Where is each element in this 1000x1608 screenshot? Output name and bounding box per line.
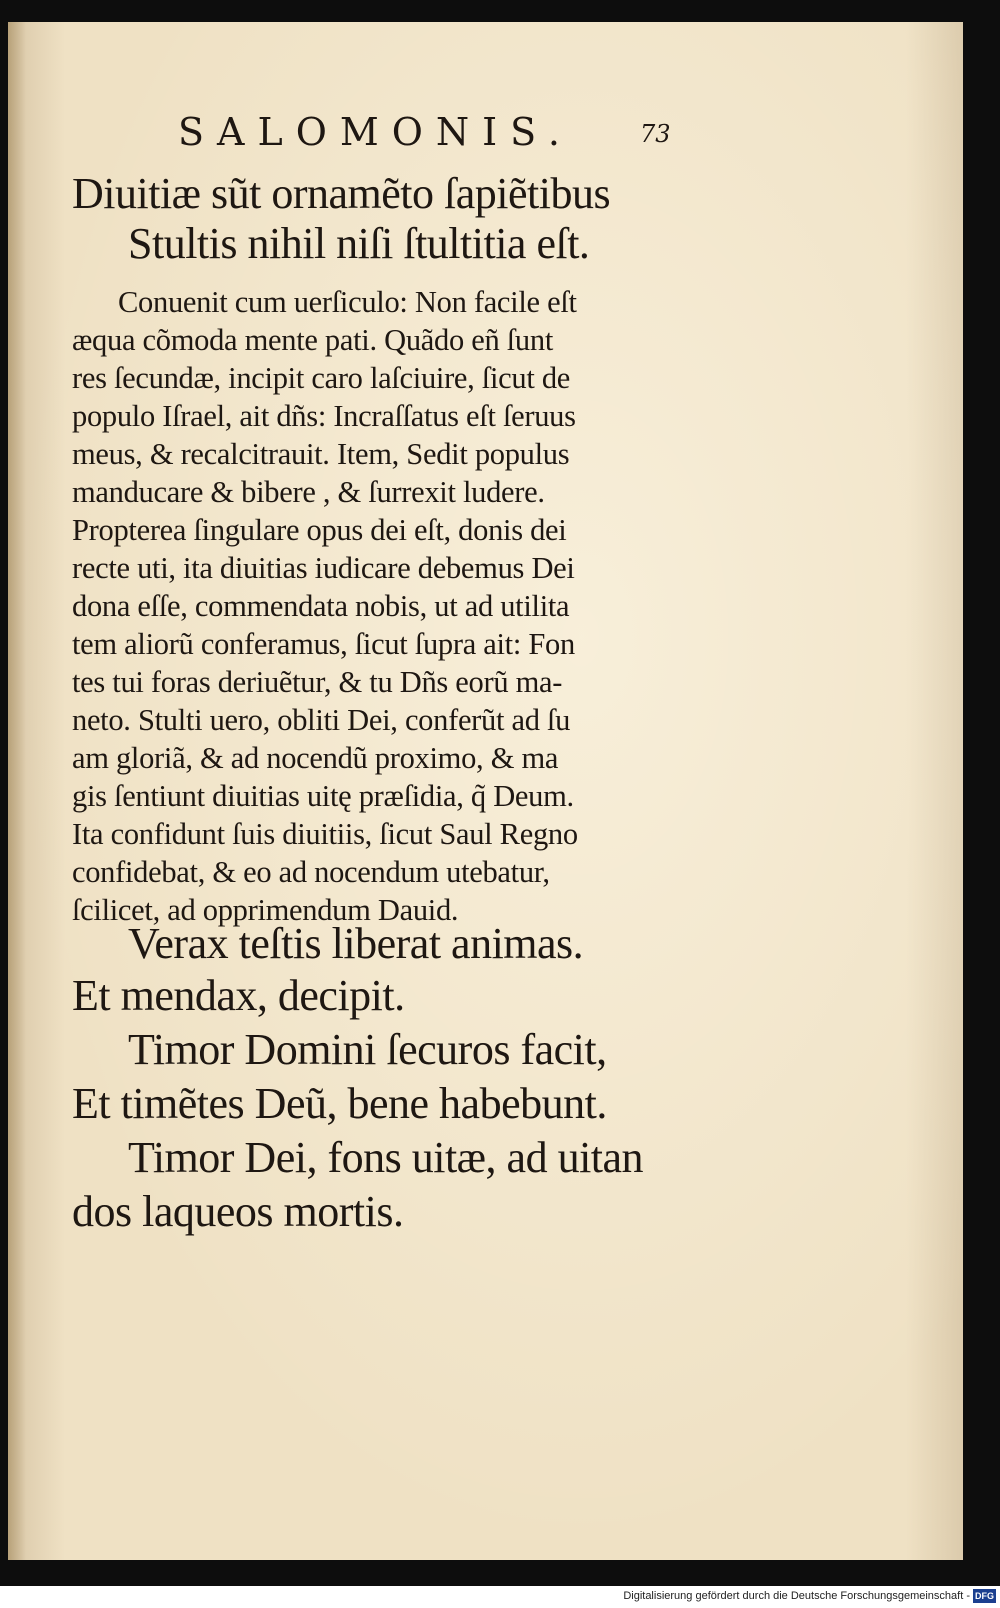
body-text-line: manducare & bibere , & ſurrexit ludere. (72, 475, 545, 509)
verse-line: Verax teſtis liberat animas. (128, 919, 584, 968)
verse-line: Et mendax, decipit. (72, 971, 405, 1020)
verse-line: Timor Dei, fons uitæ, ad uitan (128, 1133, 644, 1182)
body-text-line: confidebat, & eo ad nocendum utebatur, (72, 855, 550, 889)
body-text-line: res ſecundæ, incipit caro laſciuire, ſicut de (72, 361, 571, 395)
verse-line: Et timẽtes Deũ, bene habebunt. (72, 1079, 607, 1128)
body-text-line: meus, & recalcitrauit. Item, Sedit populus (72, 437, 570, 471)
folio-number: 73 (640, 120, 671, 148)
body-text-line: dona eſſe, commendata nobis, ut ad utilita (72, 589, 570, 623)
body-text-line: populo Iſrael, ait dñs: Incraſſatus eſt ſeruus (72, 399, 576, 433)
verse-line: dos laqueos mortis. (72, 1187, 404, 1236)
body-text-line: Conuenit cum uerſiculo: Non facile eſt (118, 285, 577, 319)
body-text-line: tes tui foras deriuẽtur, & tu Dñs eorũ ma- (72, 665, 563, 699)
body-text-line: recte uti, ita diuitias iudicare debemus Dei (72, 551, 575, 585)
body-text-line: gis ſentiunt diuitias uitę præſidia, q̃ Deum. (72, 779, 574, 813)
verse-line: Timor Domini ſecuros facit, (128, 1025, 607, 1074)
body-text-line: Ita confidunt ſuis diuitiis, ſicut Saul Regno (72, 817, 578, 851)
page-gutter-shadow (8, 22, 26, 1560)
footer-credit: Digitalisierung gefördert durch die Deutsche Forschungsgemeinschaft - (623, 1590, 970, 1602)
dfg-logo: DFG (975, 1591, 994, 1601)
verse-line: Diuitiæ sũt ornamẽto ſapiẽtibus (72, 169, 611, 218)
body-text-line: tem aliorũ conferamus, ſicut ſupra ait: Fon (72, 627, 575, 661)
body-text-line: ſcilicet, ad opprimendum Dauid. (72, 893, 459, 927)
body-text-line: am gloriã, & ad nocendũ proximo, & ma (72, 741, 559, 775)
body-text-line: æqua cõmoda mente pati. Quãdo eñ ſunt (72, 323, 554, 357)
body-text-line: neto. Stulti uero, obliti Dei, conferũt ad ſu (72, 703, 571, 737)
running-head: SALOMONIS. (178, 110, 573, 154)
body-text-line: Propterea ſingulare opus dei eſt, donis dei (72, 513, 567, 547)
verse-line: Stultis nihil niſi ſtultitia eſt. (128, 219, 590, 268)
